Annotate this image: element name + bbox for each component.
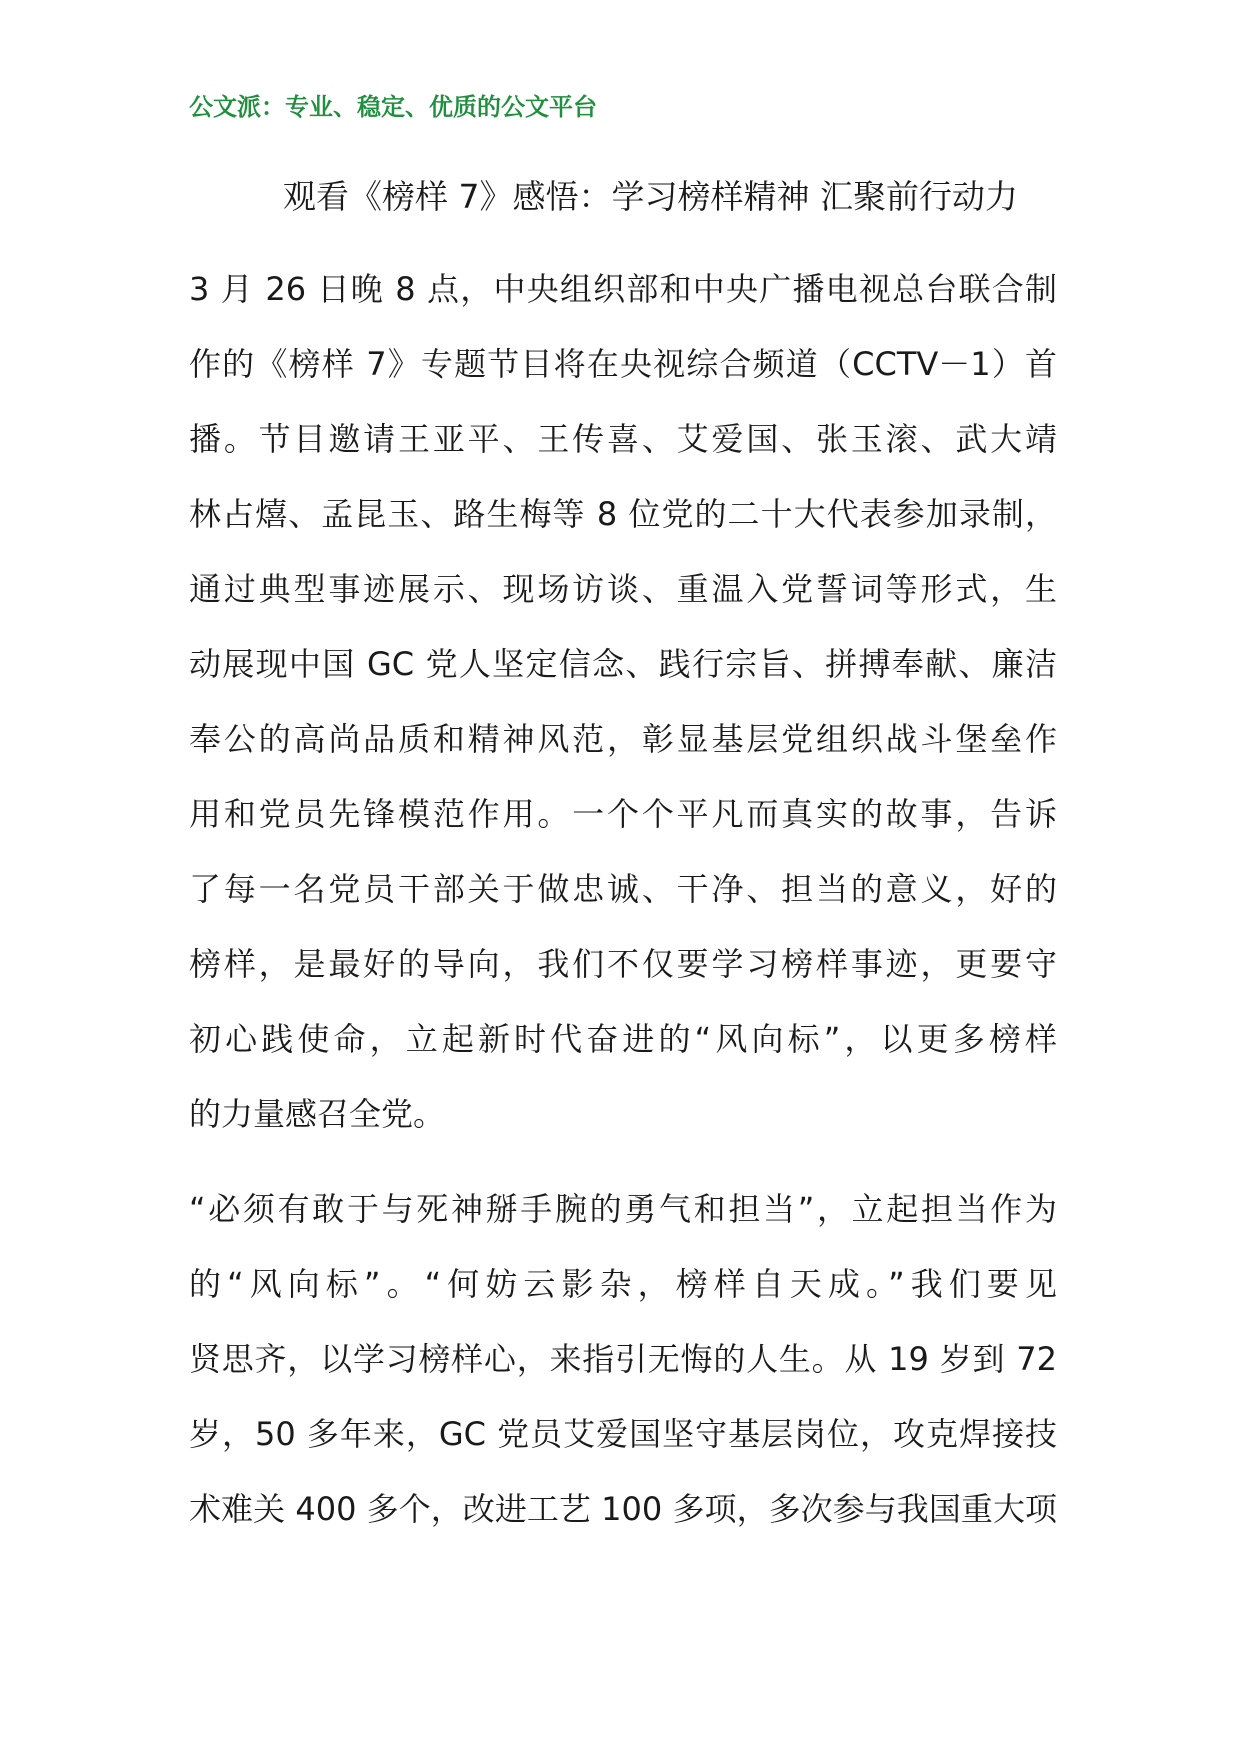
text-line: “必须有敢于与死神掰手腕的勇气和担当”，立起担当作为 xyxy=(189,1190,1057,1228)
text-line: 贤思齐，以学习榜样心，来指引无悔的人生。从 19 岁到 72 xyxy=(189,1340,1057,1378)
text-line: 术难关 400 多个，改进工艺 100 多项，多次参与我国重大项 xyxy=(189,1490,1057,1528)
paragraph xyxy=(189,1172,1057,1547)
text-line: 初心践使命，立起新时代奋进的“风向标”，以更多榜样 xyxy=(189,1020,1057,1058)
text-line: 作的《榜样 7》专题节目将在央视综合频道（CCTV－1）首 xyxy=(189,345,1057,383)
text-line: 用和党员先锋模范作用。一个个平凡而真实的故事，告诉 xyxy=(189,795,1057,833)
text-line: 的“风向标”。“何妨云影杂，榜样自天成。”我们要见 xyxy=(189,1265,1057,1303)
text-line: 3 月 26 日晚 8 点，中央组织部和中央广播电视总台联合制 xyxy=(189,270,1057,308)
document-body xyxy=(189,252,1057,1547)
text-line: 通过典型事迹展示、现场访谈、重温入党誓词等形式，生 xyxy=(189,570,1057,608)
document-title: 观看《榜样 7》感悟：学习榜样精神 汇聚前行动力 xyxy=(283,177,1018,216)
text-line: 动展现中国 GC 党人坚定信念、践行宗旨、拼搏奉献、廉洁 xyxy=(189,645,1057,683)
text-line: 的力量感召全党。 xyxy=(189,1095,446,1133)
text-line: 播。节目邀请王亚平、王传喜、艾爱国、张玉滚、武大靖 xyxy=(189,420,1057,458)
brand-header: 公文派：专业、稳定、优质的公文平台 xyxy=(189,93,597,121)
text-line: 林占熺、孟昆玉、路生梅等 8 位党的二十大代表参加录制， xyxy=(189,495,1057,533)
paragraph xyxy=(189,252,1057,1152)
text-line: 榜样，是最好的导向，我们不仅要学习榜样事迹，更要守 xyxy=(189,945,1057,983)
text-line: 奉公的高尚品质和精神风范，彰显基层党组织战斗堡垒作 xyxy=(189,720,1057,758)
text-line: 岁，50 多年来，GC 党员艾爱国坚守基层岗位，攻克焊接技 xyxy=(189,1415,1057,1453)
text-line: 了每一名党员干部关于做忠诚、干净、担当的意义，好的 xyxy=(189,870,1057,908)
